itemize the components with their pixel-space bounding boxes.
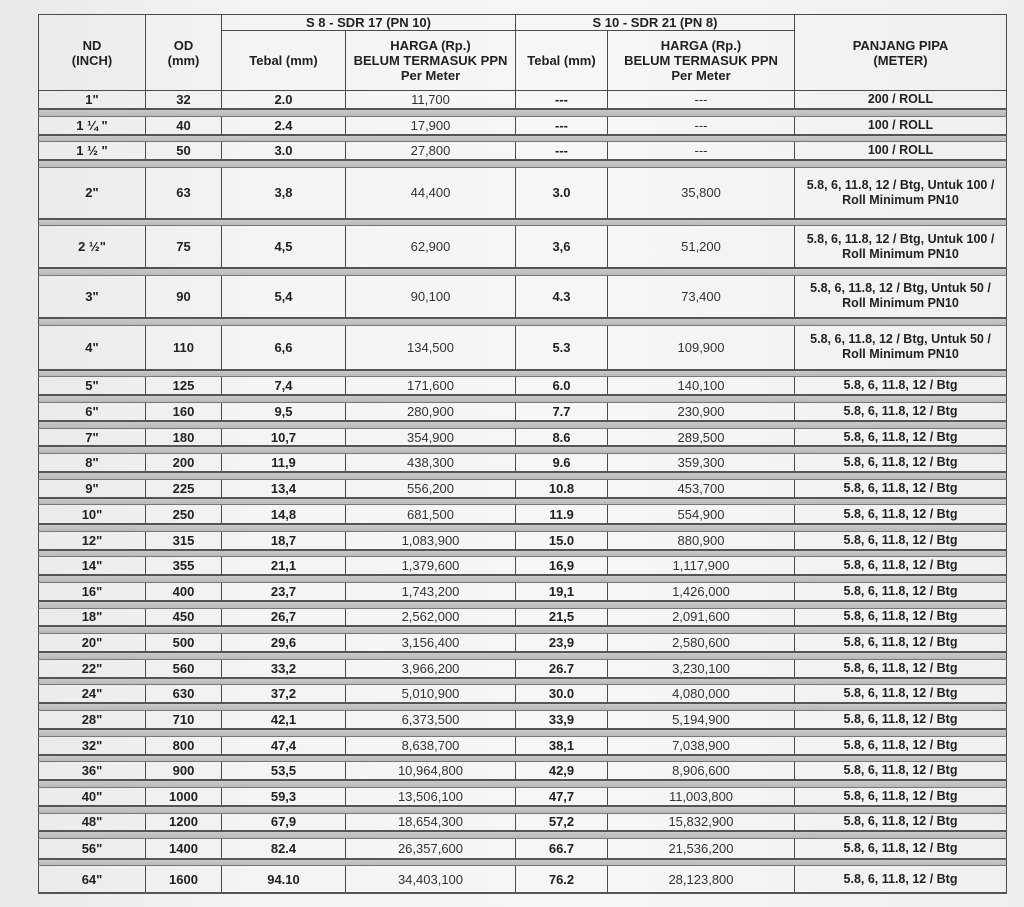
length-cell: 5.8, 6, 11.8, 12 / Btg: [795, 866, 1007, 893]
tebal-sdr17-cell: 21,1: [222, 557, 346, 575]
od-cell: 90: [146, 275, 222, 317]
nd-cell: 40": [39, 787, 146, 805]
row-separator-band: [39, 318, 1007, 325]
harga-sdr21-cell: 230,900: [608, 402, 795, 420]
table-row: [39, 325, 1007, 370]
od-cell: 50: [146, 142, 222, 160]
tebal-sdr17-cell: 4,5: [222, 226, 346, 268]
tebal-sdr21-cell: ---: [516, 142, 608, 160]
length-cell: 5.8, 6, 11.8, 12 / Btg: [795, 839, 1007, 859]
length-cell: 5.8, 6, 11.8, 12 / Btg, Untuk 100 / Roll Minimum PN10: [795, 167, 1007, 218]
tebal-sdr21-cell: 19,1: [516, 582, 608, 600]
table-row: [39, 402, 1007, 420]
length-cell: 100 / ROLL: [795, 142, 1007, 160]
od-cell: 355: [146, 557, 222, 575]
harga-sdr17-cell: 34,403,100: [346, 866, 516, 893]
row-separator: [39, 652, 1007, 659]
nd-cell: 56": [39, 839, 146, 859]
table-row: [39, 685, 1007, 703]
tebal-sdr21-cell: 10.8: [516, 479, 608, 497]
tebal-sdr17-cell: 2.0: [222, 91, 346, 109]
tebal-sdr21-cell: 33,9: [516, 711, 608, 729]
row-separator: [39, 219, 1007, 226]
tebal-sdr21-cell: 16,9: [516, 557, 608, 575]
nd-cell: 6": [39, 402, 146, 420]
row-separator: [39, 780, 1007, 787]
od-cell: 500: [146, 634, 222, 652]
nd-cell: 48": [39, 813, 146, 831]
harga-sdr21-cell: 35,800: [608, 167, 795, 218]
row-separator: [39, 831, 1007, 838]
harga-sdr21-cell: 4,080,000: [608, 685, 795, 703]
row-separator: [39, 135, 1007, 142]
od-cell: 630: [146, 685, 222, 703]
od-cell: 560: [146, 659, 222, 677]
harga-sdr17-cell: 8,638,700: [346, 736, 516, 754]
tebal-sdr17-cell: 11,9: [222, 454, 346, 472]
length-cell: 100 / ROLL: [795, 116, 1007, 134]
harga-sdr21-cell: 359,300: [608, 454, 795, 472]
row-separator-band: [39, 755, 1007, 762]
od-cell: 180: [146, 428, 222, 446]
row-separator: [39, 729, 1007, 736]
nd-cell: 22": [39, 659, 146, 677]
od-cell: 800: [146, 736, 222, 754]
harga-sdr17-cell: 17,900: [346, 116, 516, 134]
tebal-sdr17-cell: 42,1: [222, 711, 346, 729]
tebal-sdr17-cell: 33,2: [222, 659, 346, 677]
length-header: PANJANG PIPA (METER): [795, 15, 1007, 91]
tebal-sdr21-cell: ---: [516, 116, 608, 134]
row-separator-band: [39, 550, 1007, 557]
harga-sdr17-cell: 6,373,500: [346, 711, 516, 729]
tebal-sdr17-cell: 82.4: [222, 839, 346, 859]
harga-sdr21-cell: ---: [608, 142, 795, 160]
harga-sdr21-cell: 1,117,900: [608, 557, 795, 575]
nd-cell: 24": [39, 685, 146, 703]
nd-cell: 1 ½ ": [39, 142, 146, 160]
nd-header: ND (INCH): [39, 15, 146, 91]
row-separator-band: [39, 652, 1007, 659]
table-row: [39, 608, 1007, 626]
table-row: [39, 634, 1007, 652]
harga-sdr17-cell: 13,506,100: [346, 787, 516, 805]
nd-cell: 28": [39, 711, 146, 729]
table-row: [39, 582, 1007, 600]
tebal-sdr21-cell: 57,2: [516, 813, 608, 831]
harga-sdr17-cell: 280,900: [346, 402, 516, 420]
table-row: [39, 762, 1007, 780]
table-row: [39, 275, 1007, 317]
length-cell: 5.8, 6, 11.8, 12 / Btg: [795, 479, 1007, 497]
row-separator-band: [39, 219, 1007, 226]
length-cell: 5.8, 6, 11.8, 12 / Btg: [795, 608, 1007, 626]
tebal-sdr17-cell: 14,8: [222, 505, 346, 524]
tebal-sdr21-cell: 42,9: [516, 762, 608, 780]
tebal-sdr21-cell: 3.0: [516, 167, 608, 218]
tebal-sdr17-cell: 94.10: [222, 866, 346, 893]
row-separator-band: [39, 729, 1007, 736]
nd-cell: 1 ¼ ": [39, 116, 146, 134]
tebal-sdr21-cell: 7.7: [516, 402, 608, 420]
harga-sdr17-cell: 681,500: [346, 505, 516, 524]
row-separator: [39, 524, 1007, 531]
table-row: [39, 531, 1007, 549]
harga-sdr17-cell: 11,700: [346, 91, 516, 109]
tebal-sdr17-cell: 5,4: [222, 275, 346, 317]
table-row: [39, 813, 1007, 831]
harga-sdr17-cell: 26,357,600: [346, 839, 516, 859]
harga-sdr21-cell: 8,906,600: [608, 762, 795, 780]
tebal-sdr21-cell: 15.0: [516, 531, 608, 549]
nd-cell: 5": [39, 377, 146, 395]
tebal-sdr21-cell: 4.3: [516, 275, 608, 317]
row-separator: [39, 268, 1007, 275]
tebal-sdr17-cell: 26,7: [222, 608, 346, 626]
od-cell: 1400: [146, 839, 222, 859]
od-cell: 75: [146, 226, 222, 268]
table-row: [39, 866, 1007, 893]
tebal-sdr17-cell: 18,7: [222, 531, 346, 549]
od-cell: 710: [146, 711, 222, 729]
harga-sdr21-cell: 2,091,600: [608, 608, 795, 626]
table-row: [39, 454, 1007, 472]
nd-cell: 3": [39, 275, 146, 317]
nd-cell: 64": [39, 866, 146, 893]
nd-cell: 4": [39, 325, 146, 370]
nd-cell: 9": [39, 479, 146, 497]
od-cell: 400: [146, 582, 222, 600]
row-separator-band: [39, 806, 1007, 813]
length-cell: 5.8, 6, 11.8, 12 / Btg: [795, 787, 1007, 805]
harga-sdr17-cell: 5,010,900: [346, 685, 516, 703]
harga-sdr17-cell: 134,500: [346, 325, 516, 370]
harga-sdr17-cell: 10,964,800: [346, 762, 516, 780]
tebal-sdr17-cell: 47,4: [222, 736, 346, 754]
row-separator: [39, 160, 1007, 167]
length-cell: 5.8, 6, 11.8, 12 / Btg: [795, 634, 1007, 652]
harga-sdr21-cell: 28,123,800: [608, 866, 795, 893]
tebal-sdr17-cell: 6,6: [222, 325, 346, 370]
tebal-sdr17-cell: 7,4: [222, 377, 346, 395]
tebal-sdr17-cell: 37,2: [222, 685, 346, 703]
harga-sdr17-cell: 2,562,000: [346, 608, 516, 626]
table-row: [39, 505, 1007, 524]
tebal-sdr17-cell: 10,7: [222, 428, 346, 446]
nd-cell: 16": [39, 582, 146, 600]
od-header: OD (mm): [146, 15, 222, 91]
row-separator-band: [39, 395, 1007, 402]
tebal-sdr21-cell: 6.0: [516, 377, 608, 395]
harga-header-sdr21: HARGA (Rp.) BELUM TERMASUK PPN Per Meter: [608, 31, 795, 91]
harga-sdr17-cell: 90,100: [346, 275, 516, 317]
tebal-sdr21-cell: 9.6: [516, 454, 608, 472]
harga-sdr17-cell: 438,300: [346, 454, 516, 472]
od-cell: 40: [146, 116, 222, 134]
harga-sdr21-cell: 51,200: [608, 226, 795, 268]
tebal-sdr21-cell: 38,1: [516, 736, 608, 754]
tebal-sdr21-cell: ---: [516, 91, 608, 109]
harga-sdr17-cell: 3,156,400: [346, 634, 516, 652]
harga-sdr21-cell: 5,194,900: [608, 711, 795, 729]
table-row: [39, 167, 1007, 218]
harga-sdr21-cell: 453,700: [608, 479, 795, 497]
harga-sdr21-cell: ---: [608, 116, 795, 134]
tebal-header-sdr21: Tebal (mm): [516, 31, 608, 91]
nd-cell: 10": [39, 505, 146, 524]
nd-cell: 36": [39, 762, 146, 780]
harga-sdr21-cell: 15,832,900: [608, 813, 795, 831]
row-separator: [39, 370, 1007, 377]
harga-sdr17-cell: 1,083,900: [346, 531, 516, 549]
harga-sdr17-cell: 18,654,300: [346, 813, 516, 831]
table-row: [39, 839, 1007, 859]
row-separator: [39, 318, 1007, 325]
tebal-sdr21-cell: 47,7: [516, 787, 608, 805]
nd-cell: 32": [39, 736, 146, 754]
nd-cell: 2": [39, 167, 146, 218]
table-row: [39, 91, 1007, 109]
od-cell: 900: [146, 762, 222, 780]
row-separator: [39, 859, 1007, 866]
tebal-sdr17-cell: 29,6: [222, 634, 346, 652]
tebal-sdr17-cell: 3.0: [222, 142, 346, 160]
row-separator-band: [39, 498, 1007, 505]
tebal-sdr17-cell: 23,7: [222, 582, 346, 600]
length-cell: 5.8, 6, 11.8, 12 / Btg: [795, 685, 1007, 703]
tebal-sdr17-cell: 2.4: [222, 116, 346, 134]
harga-sdr21-cell: 289,500: [608, 428, 795, 446]
table-row: [39, 736, 1007, 754]
harga-sdr17-cell: 3,966,200: [346, 659, 516, 677]
od-cell: 63: [146, 167, 222, 218]
harga-sdr21-cell: 7,038,900: [608, 736, 795, 754]
row-separator-band: [39, 421, 1007, 428]
harga-sdr21-cell: 21,536,200: [608, 839, 795, 859]
row-separator: [39, 109, 1007, 116]
tebal-sdr21-cell: 21,5: [516, 608, 608, 626]
tebal-header-sdr17: Tebal (mm): [222, 31, 346, 91]
header-row-1: [39, 15, 1007, 31]
harga-sdr21-cell: ---: [608, 91, 795, 109]
row-separator: [39, 806, 1007, 813]
row-separator: [39, 575, 1007, 582]
harga-sdr17-cell: 44,400: [346, 167, 516, 218]
length-cell: 5.8, 6, 11.8, 12 / Btg: [795, 377, 1007, 395]
table-row: [39, 142, 1007, 160]
od-cell: 1000: [146, 787, 222, 805]
tebal-sdr17-cell: 13,4: [222, 479, 346, 497]
table-row: [39, 226, 1007, 268]
length-cell: 5.8, 6, 11.8, 12 / Btg: [795, 582, 1007, 600]
row-separator-band: [39, 268, 1007, 275]
od-cell: 200: [146, 454, 222, 472]
row-separator-band: [39, 446, 1007, 453]
od-cell: 125: [146, 377, 222, 395]
tebal-sdr21-cell: 66.7: [516, 839, 608, 859]
od-cell: 110: [146, 325, 222, 370]
od-cell: 160: [146, 402, 222, 420]
length-cell: 5.8, 6, 11.8, 12 / Btg: [795, 813, 1007, 831]
pipe-price-table: [38, 14, 1007, 894]
tebal-sdr17-cell: 3,8: [222, 167, 346, 218]
harga-sdr21-cell: 1,426,000: [608, 582, 795, 600]
row-separator-band: [39, 135, 1007, 142]
row-separator: [39, 703, 1007, 710]
length-cell: 5.8, 6, 11.8, 12 / Btg: [795, 531, 1007, 549]
nd-cell: 18": [39, 608, 146, 626]
row-separator-band: [39, 472, 1007, 479]
od-cell: 450: [146, 608, 222, 626]
harga-sdr17-cell: 556,200: [346, 479, 516, 497]
tebal-sdr21-cell: 5.3: [516, 325, 608, 370]
length-cell: 5.8, 6, 11.8, 12 / Btg, Untuk 50 / Roll Minimum PN10: [795, 325, 1007, 370]
length-cell: 5.8, 6, 11.8, 12 / Btg: [795, 659, 1007, 677]
nd-cell: 1": [39, 91, 146, 109]
harga-sdr17-cell: 27,800: [346, 142, 516, 160]
table-row: [39, 787, 1007, 805]
length-cell: 200 / ROLL: [795, 91, 1007, 109]
length-cell: 5.8, 6, 11.8, 12 / Btg: [795, 736, 1007, 754]
harga-sdr21-cell: 880,900: [608, 531, 795, 549]
od-cell: 1200: [146, 813, 222, 831]
row-separator: [39, 626, 1007, 633]
length-cell: 5.8, 6, 11.8, 12 / Btg: [795, 428, 1007, 446]
harga-sdr17-cell: 1,743,200: [346, 582, 516, 600]
row-separator-band: [39, 678, 1007, 685]
od-cell: 250: [146, 505, 222, 524]
row-separator-band: [39, 160, 1007, 167]
nd-cell: 7": [39, 428, 146, 446]
length-cell: 5.8, 6, 11.8, 12 / Btg: [795, 454, 1007, 472]
table-row: [39, 116, 1007, 134]
row-separator: [39, 395, 1007, 402]
row-separator: [39, 678, 1007, 685]
row-separator: [39, 498, 1007, 505]
harga-sdr21-cell: 73,400: [608, 275, 795, 317]
tebal-sdr21-cell: 23,9: [516, 634, 608, 652]
tebal-sdr21-cell: 8.6: [516, 428, 608, 446]
harga-sdr17-cell: 62,900: [346, 226, 516, 268]
nd-cell: 12": [39, 531, 146, 549]
sdr17-group-header: S 8 - SDR 17 (PN 10): [222, 15, 516, 31]
tebal-sdr17-cell: 9,5: [222, 402, 346, 420]
od-cell: 32: [146, 91, 222, 109]
row-separator-band: [39, 780, 1007, 787]
nd-cell: 14": [39, 557, 146, 575]
harga-sdr21-cell: 109,900: [608, 325, 795, 370]
table-row: [39, 557, 1007, 575]
harga-sdr17-cell: 171,600: [346, 377, 516, 395]
nd-cell: 8": [39, 454, 146, 472]
length-cell: 5.8, 6, 11.8, 12 / Btg, Untuk 100 / Roll Minimum PN10: [795, 226, 1007, 268]
tebal-sdr21-cell: 76.2: [516, 866, 608, 893]
od-cell: 1600: [146, 866, 222, 893]
row-separator-band: [39, 370, 1007, 377]
tebal-sdr21-cell: 26.7: [516, 659, 608, 677]
row-separator-band: [39, 626, 1007, 633]
row-separator-band: [39, 601, 1007, 608]
row-separator: [39, 601, 1007, 608]
table-row: [39, 711, 1007, 729]
tebal-sdr17-cell: 67,9: [222, 813, 346, 831]
length-cell: 5.8, 6, 11.8, 12 / Btg, Untuk 50 / Roll Minimum PN10: [795, 275, 1007, 317]
harga-sdr21-cell: 140,100: [608, 377, 795, 395]
row-separator-band: [39, 703, 1007, 710]
length-cell: 5.8, 6, 11.8, 12 / Btg: [795, 505, 1007, 524]
harga-sdr17-cell: 1,379,600: [346, 557, 516, 575]
tebal-sdr21-cell: 11.9: [516, 505, 608, 524]
harga-sdr21-cell: 554,900: [608, 505, 795, 524]
row-separator-band: [39, 859, 1007, 866]
tebal-sdr21-cell: 3,6: [516, 226, 608, 268]
row-separator-band: [39, 831, 1007, 838]
row-separator: [39, 755, 1007, 762]
table-row: [39, 428, 1007, 446]
row-separator-band: [39, 575, 1007, 582]
sdr21-group-header: S 10 - SDR 21 (PN 8): [516, 15, 795, 31]
length-cell: 5.8, 6, 11.8, 12 / Btg: [795, 711, 1007, 729]
length-cell: 5.8, 6, 11.8, 12 / Btg: [795, 557, 1007, 575]
harga-header-sdr17: HARGA (Rp.) BELUM TERMASUK PPN Per Meter: [346, 31, 516, 91]
length-cell: 5.8, 6, 11.8, 12 / Btg: [795, 402, 1007, 420]
row-separator: [39, 421, 1007, 428]
tebal-sdr17-cell: 53,5: [222, 762, 346, 780]
row-separator: [39, 472, 1007, 479]
tebal-sdr21-cell: 30.0: [516, 685, 608, 703]
od-cell: 315: [146, 531, 222, 549]
table-row: [39, 479, 1007, 497]
tebal-sdr17-cell: 59,3: [222, 787, 346, 805]
table-row: [39, 659, 1007, 677]
row-separator: [39, 446, 1007, 453]
row-separator-band: [39, 109, 1007, 116]
harga-sdr21-cell: 3,230,100: [608, 659, 795, 677]
harga-sdr21-cell: 2,580,600: [608, 634, 795, 652]
nd-cell: 2 ½": [39, 226, 146, 268]
length-cell: 5.8, 6, 11.8, 12 / Btg: [795, 762, 1007, 780]
harga-sdr21-cell: 11,003,800: [608, 787, 795, 805]
table-row: [39, 377, 1007, 395]
nd-cell: 20": [39, 634, 146, 652]
row-separator: [39, 550, 1007, 557]
harga-sdr17-cell: 354,900: [346, 428, 516, 446]
od-cell: 225: [146, 479, 222, 497]
table-body: [39, 91, 1007, 894]
row-separator-band: [39, 524, 1007, 531]
